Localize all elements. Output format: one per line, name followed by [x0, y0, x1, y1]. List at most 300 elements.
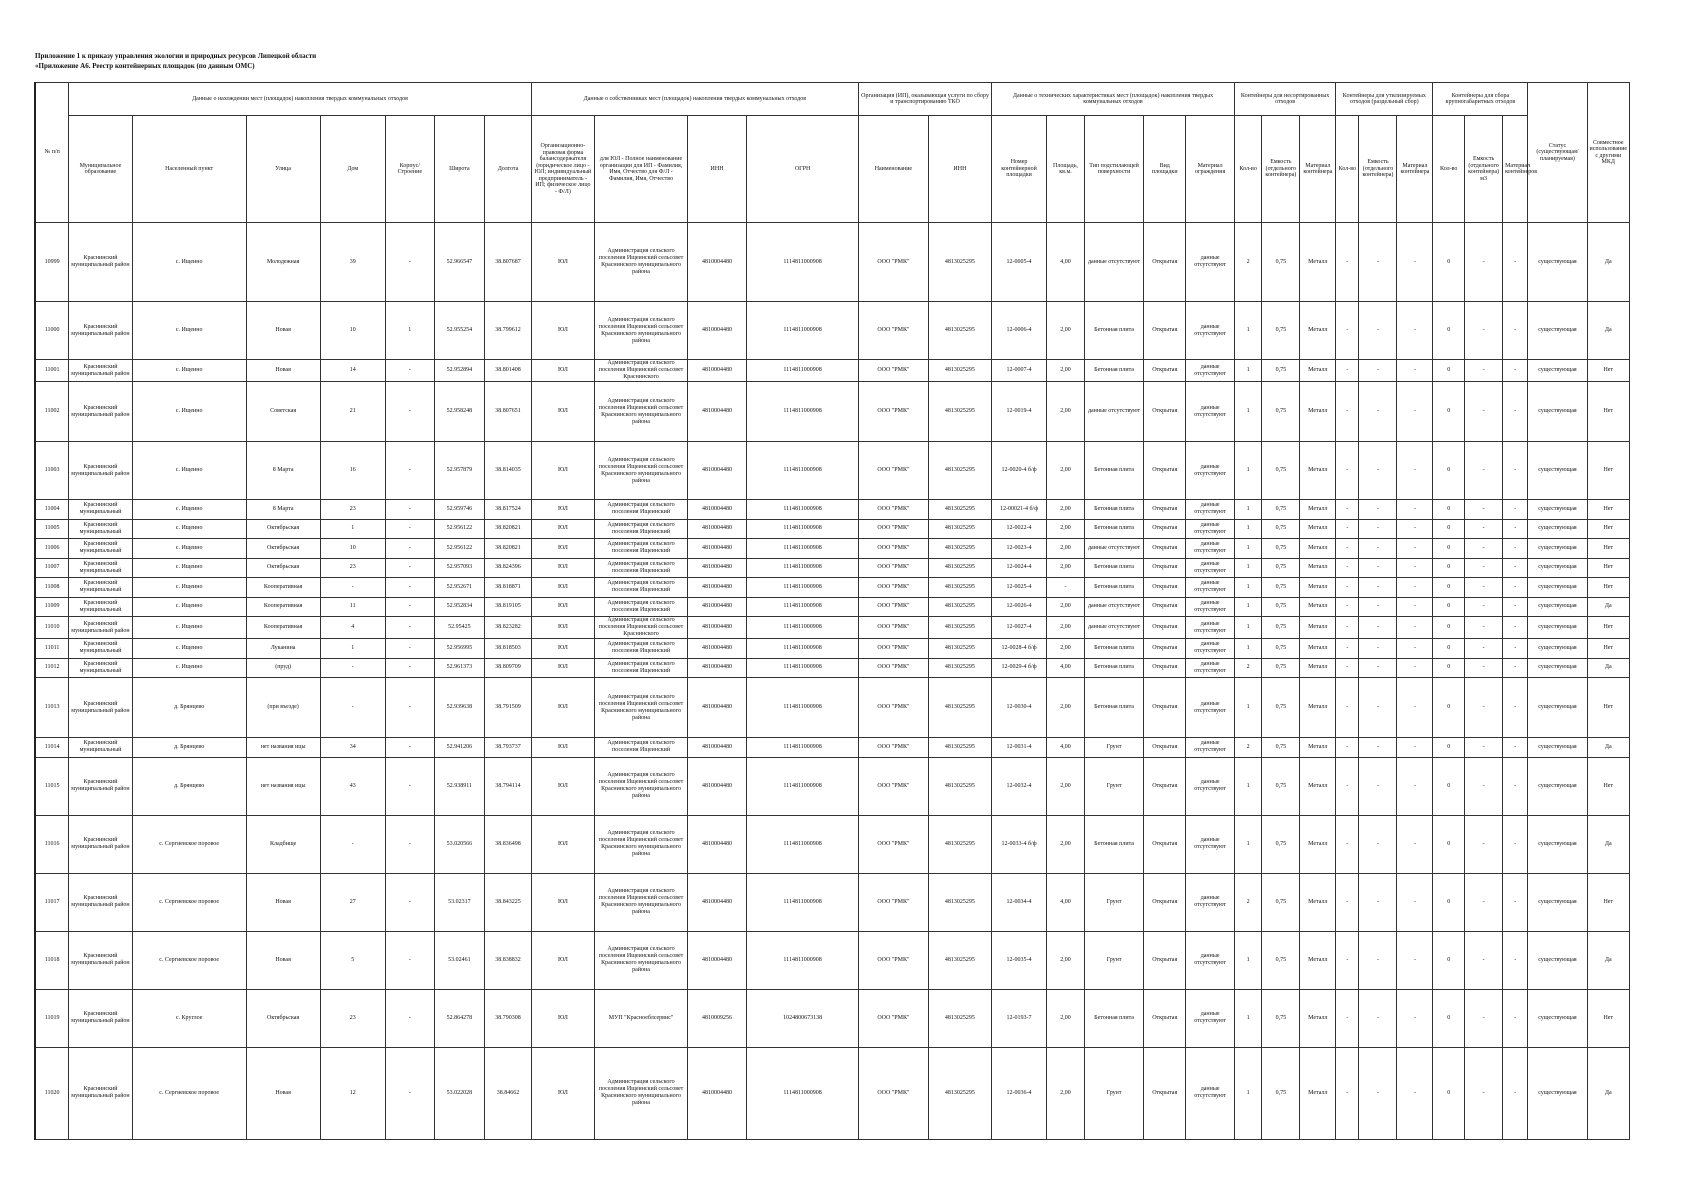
cell-operator-inn: 4813025295: [928, 558, 991, 578]
col-unsorted-material-header: Материал контейнера: [1300, 116, 1336, 223]
cell-owner-name: Администрация сельского поселения Ищеинский: [595, 597, 688, 617]
cell-longitude: 38.843225: [485, 873, 531, 931]
cell-unsorted-material: Металл: [1300, 757, 1336, 815]
cell-longitude: 38.818503: [485, 639, 531, 659]
cell-owner-name: Администрация сельского поселения Ищеинский сельсовет Краснинского: [595, 360, 688, 382]
cell-legal-form: ЮЛ: [531, 989, 594, 1047]
cell-bulky-volume: -: [1465, 382, 1503, 442]
table-row: [35, 597, 1630, 617]
cell-latitude: 52.938911: [434, 757, 485, 815]
cell-unsorted-count: 1: [1234, 360, 1261, 382]
cell-surface: данные отсутствуют: [1084, 539, 1143, 559]
cell-house: -: [320, 578, 385, 598]
cell-latitude: 52.957093: [434, 558, 485, 578]
table-row: [35, 1047, 1630, 1139]
cell-recyclable-material: -: [1397, 639, 1433, 659]
cell-street: (при въезде): [246, 678, 320, 738]
cell-recyclable-count: -: [1336, 757, 1359, 815]
cell-latitude: 53.02461: [434, 931, 485, 989]
cell-recyclable-volume: -: [1359, 989, 1397, 1047]
cell-street: Луканина: [246, 639, 320, 659]
cell-recyclable-count: -: [1336, 989, 1359, 1047]
cell-owner-name: Администрация сельского поселения Ищеинский: [595, 539, 688, 559]
cell-surface: Бетонная плита: [1084, 639, 1143, 659]
cell-recyclable-volume: -: [1359, 757, 1397, 815]
cell-recyclable-volume: -: [1359, 382, 1397, 442]
cell-operator-name: ООО "РМК": [859, 302, 929, 360]
cell-status: существующая: [1528, 382, 1587, 442]
cell-bulky-material: -: [1503, 539, 1528, 559]
cell-municipality: Краснинский муниципальный: [69, 658, 132, 678]
cell-owner-name: Администрация сельского поселения Ищеинский сельсовет Краснинского муниципального района: [595, 382, 688, 442]
cell-settlement: с. Ищеино: [132, 617, 246, 639]
cell-surface: данные отсутствуют: [1084, 223, 1143, 302]
cell-recyclable-volume: -: [1359, 558, 1397, 578]
cell-site-type: Открытая: [1144, 931, 1186, 989]
cell-owner-name: МУП "Красноеблсервис": [595, 989, 688, 1047]
col-shared-header: Совместное использование с другими МКД: [1587, 83, 1629, 223]
cell-area: 2,00: [1046, 617, 1084, 639]
cell-site-type: Открытая: [1144, 442, 1186, 500]
cell-inn: 4810004480: [687, 597, 746, 617]
cell-house: 1: [320, 519, 385, 539]
cell-status: существующая: [1528, 578, 1587, 598]
cell-building: -: [386, 989, 435, 1047]
cell-longitude: 38.820821: [485, 539, 531, 559]
cell-municipality: Краснинский муниципальный район: [69, 223, 132, 302]
cell-latitude: 52.952834: [434, 597, 485, 617]
col-building-header: Корпус/Строение: [386, 116, 435, 223]
cell-unsorted-count: 1: [1234, 539, 1261, 559]
cell-surface: Бетонная плита: [1084, 302, 1143, 360]
cell-number: 11014: [35, 738, 69, 758]
cell-number: 11008: [35, 578, 69, 598]
cell-recyclable-volume: -: [1359, 360, 1397, 382]
cell-municipality: Краснинский муниципальный: [69, 558, 132, 578]
cell-house: 23: [320, 558, 385, 578]
cell-fence: данные отсутствуют: [1186, 738, 1235, 758]
cell-recyclable-material: -: [1397, 815, 1433, 873]
cell-settlement: с. Ищеино: [132, 500, 246, 520]
column-header-row: [35, 116, 1630, 223]
cell-operator-inn: 4813025295: [928, 617, 991, 639]
cell-bulky-material: -: [1503, 578, 1528, 598]
cell-settlement: д. Брянцево: [132, 738, 246, 758]
cell-street: Новая: [246, 873, 320, 931]
cell-site-type: Открытая: [1144, 757, 1186, 815]
cell-ogrn: 1024800673138: [747, 989, 859, 1047]
cell-inn: 4810004480: [687, 639, 746, 659]
cell-building: -: [386, 382, 435, 442]
cell-latitude: 52.95425: [434, 617, 485, 639]
cell-owner-name: Администрация сельского поселения Ищеинский сельсовет Краснинского муниципального района: [595, 757, 688, 815]
cell-inn: 4810004480: [687, 223, 746, 302]
cell-house: -: [320, 658, 385, 678]
cell-legal-form: ЮЛ: [531, 539, 594, 559]
cell-area: 2,00: [1046, 558, 1084, 578]
cell-bulky-volume: -: [1465, 738, 1503, 758]
cell-house: 16: [320, 442, 385, 500]
cell-unsorted-material: Металл: [1300, 617, 1336, 639]
cell-status: существующая: [1528, 519, 1587, 539]
cell-settlement: д. Брянцево: [132, 757, 246, 815]
table-header: [35, 83, 1630, 223]
cell-operator-name: ООО "РМК": [859, 678, 929, 738]
cell-ogrn: 1114811000908: [747, 738, 859, 758]
cell-operator-inn: 4813025295: [928, 757, 991, 815]
col-operator-inn-header: ИНН: [928, 116, 991, 223]
cell-longitude: 38.817524: [485, 500, 531, 520]
cell-area: 2,00: [1046, 302, 1084, 360]
cell-number: 11009: [35, 597, 69, 617]
cell-shared: Нет: [1587, 873, 1629, 931]
cell-bulky-material: -: [1503, 442, 1528, 500]
cell-number: 11005: [35, 519, 69, 539]
cell-site-number: 12-0036-4: [992, 1047, 1047, 1139]
cell-recyclable-material: -: [1397, 931, 1433, 989]
cell-area: 4,00: [1046, 223, 1084, 302]
cell-number: 11017: [35, 873, 69, 931]
cell-recyclable-material: -: [1397, 223, 1433, 302]
cell-street: Советская: [246, 382, 320, 442]
cell-unsorted-count: 1: [1234, 302, 1261, 360]
cell-building: -: [386, 539, 435, 559]
cell-latitude: 52.959746: [434, 500, 485, 520]
cell-settlement: с. Сергиевское поровое: [132, 1047, 246, 1139]
cell-shared: Нет: [1587, 757, 1629, 815]
cell-unsorted-material: Металл: [1300, 815, 1336, 873]
cell-municipality: Краснинский муниципальный: [69, 519, 132, 539]
cell-bulky-volume: -: [1465, 597, 1503, 617]
cell-shared: Да: [1587, 658, 1629, 678]
cell-latitude: 52.956122: [434, 539, 485, 559]
cell-recyclable-material: -: [1397, 442, 1433, 500]
cell-area: 2,00: [1046, 382, 1084, 442]
cell-street: 8 Марта: [246, 442, 320, 500]
cell-street: Кладбище: [246, 815, 320, 873]
cell-recyclable-volume: -: [1359, 519, 1397, 539]
cell-inn: 4810004480: [687, 738, 746, 758]
cell-ogrn: 1114811000908: [747, 302, 859, 360]
cell-inn: 4810004480: [687, 360, 746, 382]
cell-bulky-material: -: [1503, 658, 1528, 678]
cell-bulky-volume: -: [1465, 757, 1503, 815]
cell-site-number: 12-0193-7: [992, 989, 1047, 1047]
cell-latitude: 52.952894: [434, 360, 485, 382]
cell-legal-form: ЮЛ: [531, 658, 594, 678]
cell-owner-name: Администрация сельского поселения Ищеинский: [595, 658, 688, 678]
table-body: [35, 223, 1630, 1140]
table-row: [35, 302, 1630, 360]
cell-site-number: 12-0026-4: [992, 597, 1047, 617]
cell-house: 21: [320, 382, 385, 442]
cell-operator-name: ООО "РМК": [859, 738, 929, 758]
cell-legal-form: ЮЛ: [531, 500, 594, 520]
table-row: [35, 442, 1630, 500]
cell-area: 2,00: [1046, 500, 1084, 520]
col-bulky-volume-header: Емкость (отдельного контейнера) м3: [1465, 116, 1503, 223]
cell-street: Кооперативная: [246, 617, 320, 639]
cell-number: 11011: [35, 639, 69, 659]
cell-shared: Нет: [1587, 442, 1629, 500]
cell-number: 11010: [35, 617, 69, 639]
cell-house: 1: [320, 639, 385, 659]
cell-bulky-material: -: [1503, 1047, 1528, 1139]
cell-ogrn: 1114811000908: [747, 873, 859, 931]
cell-bulky-count: 0: [1433, 873, 1465, 931]
cell-unsorted-count: 1: [1234, 597, 1261, 617]
cell-area: 2,00: [1046, 597, 1084, 617]
cell-legal-form: ЮЛ: [531, 678, 594, 738]
cell-status: существующая: [1528, 873, 1587, 931]
cell-street: Кооперативная: [246, 597, 320, 617]
cell-shared: Нет: [1587, 519, 1629, 539]
cell-fence: данные отсутствуют: [1186, 558, 1235, 578]
cell-owner-name: Администрация сельского поселения Ищеинский сельсовет Краснинского муниципального района: [595, 931, 688, 989]
cell-recyclable-count: -: [1336, 360, 1359, 382]
cell-building: -: [386, 873, 435, 931]
cell-site-type: Открытая: [1144, 302, 1186, 360]
cell-recyclable-material: -: [1397, 500, 1433, 520]
cell-status: существующая: [1528, 1047, 1587, 1139]
cell-shared: Да: [1587, 815, 1629, 873]
cell-area: 4,00: [1046, 658, 1084, 678]
cell-area: 2,00: [1046, 931, 1084, 989]
cell-longitude: 38.818871: [485, 578, 531, 598]
cell-owner-name: Администрация сельского поселения Ищеинский сельсовет Краснинского муниципального района: [595, 873, 688, 931]
col-ogrn-header: ОГРН: [747, 116, 859, 223]
cell-status: существующая: [1528, 658, 1587, 678]
cell-bulky-volume: -: [1465, 678, 1503, 738]
cell-operator-name: ООО "РМК": [859, 658, 929, 678]
cell-status: существующая: [1528, 500, 1587, 520]
cell-street: 8 Марта: [246, 500, 320, 520]
cell-operator-inn: 4813025295: [928, 519, 991, 539]
cell-recyclable-volume: -: [1359, 617, 1397, 639]
cell-fence: данные отсутствуют: [1186, 873, 1235, 931]
cell-unsorted-count: 1: [1234, 639, 1261, 659]
cell-fence: данные отсутствуют: [1186, 639, 1235, 659]
cell-latitude: 52.961373: [434, 658, 485, 678]
cell-settlement: с. Сергиевское поровое: [132, 815, 246, 873]
cell-municipality: Краснинский муниципальный: [69, 539, 132, 559]
table-row: [35, 639, 1630, 659]
cell-municipality: Краснинский муниципальный район: [69, 678, 132, 738]
cell-recyclable-volume: -: [1359, 302, 1397, 360]
cell-unsorted-count: 2: [1234, 738, 1261, 758]
cell-inn: 4810004480: [687, 1047, 746, 1139]
cell-bulky-count: 0: [1433, 500, 1465, 520]
cell-site-number: 12-0029-4 б/ф: [992, 658, 1047, 678]
cell-status: существующая: [1528, 989, 1587, 1047]
cell-unsorted-volume: 0,75: [1262, 302, 1300, 360]
cell-inn: 4810004480: [687, 931, 746, 989]
cell-status: существующая: [1528, 678, 1587, 738]
cell-bulky-material: -: [1503, 989, 1528, 1047]
cell-municipality: Краснинский муниципальный район: [69, 931, 132, 989]
cell-unsorted-volume: 0,75: [1262, 597, 1300, 617]
cell-inn: 4810004480: [687, 578, 746, 598]
cell-site-type: Открытая: [1144, 678, 1186, 738]
cell-building: -: [386, 223, 435, 302]
cell-legal-form: ЮЛ: [531, 931, 594, 989]
cell-fence: данные отсутствуют: [1186, 931, 1235, 989]
cell-bulky-volume: -: [1465, 873, 1503, 931]
cell-ogrn: 1114811000908: [747, 223, 859, 302]
cell-house: -: [320, 678, 385, 738]
cell-unsorted-count: 2: [1234, 658, 1261, 678]
cell-recyclable-count: -: [1336, 678, 1359, 738]
cell-site-number: 12-0032-4: [992, 757, 1047, 815]
col-surface-header: Тип подстилающей поверхности: [1084, 116, 1143, 223]
cell-number: 10999: [35, 223, 69, 302]
cell-bulky-material: -: [1503, 382, 1528, 442]
cell-recyclable-material: -: [1397, 757, 1433, 815]
col-latitude-header: Широта: [434, 116, 485, 223]
table-row: [35, 382, 1630, 442]
cell-operator-name: ООО "РМК": [859, 558, 929, 578]
cell-unsorted-volume: 0,75: [1262, 873, 1300, 931]
cell-surface: Бетонная плита: [1084, 442, 1143, 500]
cell-bulky-count: 0: [1433, 597, 1465, 617]
cell-longitude: 38.793737: [485, 738, 531, 758]
cell-recyclable-count: -: [1336, 617, 1359, 639]
cell-unsorted-volume: 0,75: [1262, 360, 1300, 382]
cell-recyclable-material: -: [1397, 1047, 1433, 1139]
cell-bulky-volume: -: [1465, 302, 1503, 360]
cell-operator-inn: 4813025295: [928, 639, 991, 659]
cell-latitude: 52.952671: [434, 578, 485, 598]
cell-legal-form: ЮЛ: [531, 442, 594, 500]
cell-building: -: [386, 931, 435, 989]
cell-site-type: Открытая: [1144, 223, 1186, 302]
cell-owner-name: Администрация сельского поселения Ищеинский: [595, 500, 688, 520]
cell-site-type: Открытая: [1144, 815, 1186, 873]
cell-number: 11016: [35, 815, 69, 873]
cell-surface: Бетонная плита: [1084, 815, 1143, 873]
cell-operator-inn: 4813025295: [928, 873, 991, 931]
cell-bulky-volume: -: [1465, 639, 1503, 659]
cell-street: Новая: [246, 360, 320, 382]
cell-latitude: 52.956995: [434, 639, 485, 659]
cell-unsorted-material: Металл: [1300, 442, 1336, 500]
cell-recyclable-volume: -: [1359, 1047, 1397, 1139]
cell-bulky-volume: -: [1465, 1047, 1503, 1139]
col-site-type-header: Вид площадки: [1144, 116, 1186, 223]
col-house-header: Дом: [320, 116, 385, 223]
cell-operator-name: ООО "РМК": [859, 519, 929, 539]
cell-house: 27: [320, 873, 385, 931]
cell-legal-form: ЮЛ: [531, 597, 594, 617]
cell-status: существующая: [1528, 597, 1587, 617]
col-settlement-header: Населенный пункт: [132, 116, 246, 223]
cell-bulky-volume: -: [1465, 223, 1503, 302]
cell-recyclable-material: -: [1397, 519, 1433, 539]
cell-operator-inn: 4813025295: [928, 442, 991, 500]
cell-fence: данные отсутствуют: [1186, 617, 1235, 639]
cell-shared: Нет: [1587, 678, 1629, 738]
cell-legal-form: ЮЛ: [531, 382, 594, 442]
cell-legal-form: ЮЛ: [531, 360, 594, 382]
cell-recyclable-volume: -: [1359, 931, 1397, 989]
col-unsorted-count-header: Кол-во: [1234, 116, 1261, 223]
cell-unsorted-volume: 0,75: [1262, 558, 1300, 578]
cell-bulky-material: -: [1503, 931, 1528, 989]
cell-settlement: с. Ищеино: [132, 382, 246, 442]
cell-inn: 4810004480: [687, 757, 746, 815]
cell-site-number: 12-0007-4: [992, 360, 1047, 382]
cell-recyclable-volume: -: [1359, 678, 1397, 738]
cell-unsorted-material: Металл: [1300, 873, 1336, 931]
cell-inn: 4810004480: [687, 539, 746, 559]
table-row: [35, 578, 1630, 598]
cell-recyclable-material: -: [1397, 873, 1433, 931]
cell-recyclable-volume: -: [1359, 442, 1397, 500]
cell-bulky-material: -: [1503, 815, 1528, 873]
cell-bulky-volume: -: [1465, 617, 1503, 639]
cell-municipality: Краснинский муниципальный: [69, 597, 132, 617]
cell-number: 11019: [35, 989, 69, 1047]
cell-owner-name: Администрация сельского поселения Ищеинский: [595, 639, 688, 659]
col-longitude-header: Долгота: [485, 116, 531, 223]
cell-bulky-count: 0: [1433, 519, 1465, 539]
cell-surface: данные отсутствуют: [1084, 597, 1143, 617]
cell-recyclable-count: -: [1336, 382, 1359, 442]
cell-number: 11004: [35, 500, 69, 520]
cell-ogrn: 1114811000908: [747, 658, 859, 678]
cell-owner-name: Администрация сельского поселения Ищеинский сельсовет Краснинского муниципального района: [595, 223, 688, 302]
cell-settlement: с. Ищеино: [132, 360, 246, 382]
cell-longitude: 38.807651: [485, 382, 531, 442]
cell-number: 11000: [35, 302, 69, 360]
cell-site-type: Открытая: [1144, 738, 1186, 758]
cell-site-type: Открытая: [1144, 558, 1186, 578]
cell-operator-name: ООО "РМК": [859, 382, 929, 442]
cell-recyclable-material: -: [1397, 989, 1433, 1047]
cell-unsorted-count: 1: [1234, 1047, 1261, 1139]
cell-operator-name: ООО "РМК": [859, 597, 929, 617]
cell-building: -: [386, 815, 435, 873]
cell-unsorted-volume: 0,75: [1262, 639, 1300, 659]
cell-operator-name: ООО "РМК": [859, 578, 929, 598]
cell-site-type: Открытая: [1144, 873, 1186, 931]
cell-number: 11018: [35, 931, 69, 989]
cell-bulky-material: -: [1503, 597, 1528, 617]
cell-shared: Нет: [1587, 639, 1629, 659]
cell-operator-inn: 4813025295: [928, 738, 991, 758]
cell-bulky-count: 0: [1433, 815, 1465, 873]
cell-shared: Нет: [1587, 500, 1629, 520]
cell-legal-form: ЮЛ: [531, 617, 594, 639]
cell-unsorted-volume: 0,75: [1262, 617, 1300, 639]
cell-ogrn: 1114811000908: [747, 597, 859, 617]
cell-recyclable-material: -: [1397, 539, 1433, 559]
cell-recyclable-count: -: [1336, 302, 1359, 360]
cell-legal-form: ЮЛ: [531, 757, 594, 815]
cell-unsorted-material: Металл: [1300, 500, 1336, 520]
cell-surface: данные отсутствуют: [1084, 617, 1143, 639]
cell-surface: данные отсутствуют: [1084, 382, 1143, 442]
cell-site-type: Открытая: [1144, 1047, 1186, 1139]
cell-latitude: 52.955254: [434, 302, 485, 360]
cell-operator-name: ООО "РМК": [859, 617, 929, 639]
cell-ogrn: 1114811000908: [747, 578, 859, 598]
cell-building: 1: [386, 302, 435, 360]
cell-legal-form: ЮЛ: [531, 558, 594, 578]
cell-building: -: [386, 500, 435, 520]
cell-settlement: с. Ищеино: [132, 658, 246, 678]
cell-operator-inn: 4813025295: [928, 815, 991, 873]
